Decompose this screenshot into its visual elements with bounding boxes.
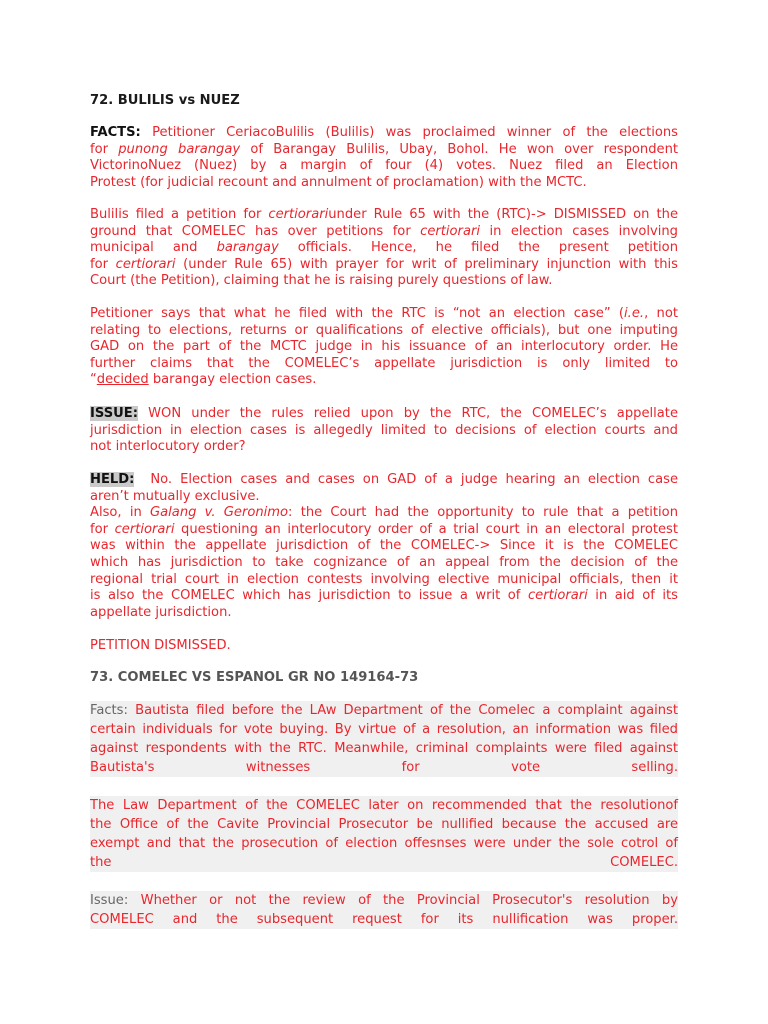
case-72-paragraph-2 — [90, 207, 678, 290]
italic-term: punong barangay — [118, 141, 241, 157]
held-line: was within the appellate jurisdiction of the COMELEC-> Since it is the COMELEC — [90, 538, 678, 554]
case-72-paragraph-3 — [90, 306, 678, 389]
para3-line: Petitioner says that what he filed with the RTC is “not an election case” (i.e., not — [90, 306, 678, 321]
para3-line: further claims that the COMELEC’s appellate jurisdiction is only limited to — [90, 355, 678, 371]
facts73-line: against respondents with the RTC. Meanwhile, criminal complaints were filed against — [90, 741, 678, 756]
para2-line: municipal and barangay officials. Hence, he filed the present petition — [90, 240, 678, 256]
para2-line: Court (the Petition), claiming that he is raising purely questions of law. — [90, 273, 553, 289]
held-line: for certiorari questioning an interlocutory order of a trial court in an electoral protest — [90, 521, 678, 537]
held-label: HELD: — [90, 472, 135, 487]
facts-line-2: for punong barangay of Barangay Bulilis, Ubay, Bohol. He won over respondent — [90, 141, 678, 157]
facts-line-3: VictorinoNuez (Nuez) by a margin of four (4) votes. Nuez filed an Election — [90, 158, 678, 174]
italic-term: Galang v. Geronimo — [150, 505, 289, 521]
held-line: which has jurisdiction to take cognizance of an appeal from the decision of the — [90, 554, 678, 570]
issue-label: ISSUE: — [90, 406, 138, 421]
issue73-line: COMELEC and the subsequent request for its nullification was proper. — [90, 912, 678, 927]
case-73-paragraph-2 — [90, 796, 678, 872]
italic-term: certiorari — [527, 588, 588, 604]
para73-line: exempt and that the prosecution of election offesnses were under the sole cotrol of — [90, 836, 678, 851]
held-line: aren’t mutually exclusive. — [90, 488, 260, 504]
held-line-1: HELD: No. Election cases and cases on GAD of a judge hearing an election case — [90, 472, 678, 487]
case-72-held — [90, 472, 678, 621]
facts-label: FACTS: — [90, 125, 141, 140]
italic-term: barangay — [216, 240, 279, 256]
held-line: regional trial court in election contests involving elective municipal officials, then it — [90, 571, 678, 587]
para73-line: the Office of the Cavite Provincial Prosecutor be nullified because the accused are — [90, 817, 678, 832]
italic-term: certiorari — [115, 256, 176, 272]
italic-term: certiorari — [420, 223, 480, 239]
held-line: is also the COMELEC which has jurisdiction to issue a writ of certiorari in aid of its — [90, 588, 678, 604]
facts-line-4: Protest (for judicial recount and annulment of proclamation) with the MCTC. — [90, 174, 587, 190]
issue-line-2: jurisdiction in election cases is allegedly limited to decisions of election courts and — [90, 422, 678, 438]
case-72-issue — [90, 406, 678, 456]
held-line: Also, in Galang v. Geronimo: the Court had the opportunity to rule that a petition — [90, 505, 678, 521]
para73-line: The Law Department of the COMELEC later on recommended that the resolutionof — [90, 798, 678, 813]
para3-line: GAD on the part of the MCTC judge in his issuance of an interlocutory order. He — [90, 339, 678, 355]
facts73-line: Bautista's witnesses for vote selling. — [90, 760, 678, 775]
case-73-facts — [90, 701, 678, 777]
facts-text: Petitioner CeriacoBulilis (Bulilis) was proclaimed winner of the elections — [152, 125, 678, 140]
para2-line: Bulilis filed a petition for certiorariunder Rule 65 with the (RTC)-> DISMISSED on the — [90, 207, 679, 222]
issue-line-3: not interlocutory order? — [90, 439, 246, 455]
decided-underlined: decided — [96, 372, 149, 388]
issue73-line-1: Issue: Whether or not the review of the Provincial Prosecutor's resolution by — [90, 893, 678, 908]
italic-term: certiorari — [268, 207, 329, 222]
para73-line: the COMELEC. — [90, 855, 678, 870]
facts73-label: Facts: — [90, 703, 128, 718]
held-line: appellate jurisdiction. — [90, 604, 232, 620]
facts73-line-1: Facts: Bautista filed before the LAw Department of the Comelec a complaint against — [90, 703, 678, 718]
para3-line-decided: “decided barangay election cases. — [90, 372, 317, 388]
facts73-line: certain individuals for vote buying. By virtue of a resolution, an information was filed — [90, 722, 678, 737]
case-72-title: 72. BULILIS vs NUEZ — [90, 93, 240, 108]
italic-term: i.e. — [624, 306, 645, 321]
para2-line: ground that COMELEC has over petitions for certiorari in election cases involving — [90, 223, 678, 239]
issue73-label: Issue: — [90, 893, 129, 908]
para3-line: relating to elections, returns or qualifications of elective officials), but one imputing — [90, 322, 678, 338]
facts-line-1 — [90, 125, 678, 142]
case-73-issue — [90, 891, 678, 929]
case-73-title: 73. COMELEC VS ESPANOL GR NO 149164-73 — [90, 670, 419, 685]
case-72-facts — [90, 125, 678, 191]
case-72-disposition: PETITION DISMISSED. — [90, 638, 231, 653]
italic-term: certiorari — [114, 521, 175, 537]
issue-line-1: ISSUE: WON under the rules relied upon by the RTC, the COMELEC’s appellate — [90, 406, 678, 421]
para2-line: for certiorari (under Rule 65) with prayer for writ of preliminary injunction with this — [90, 256, 679, 272]
